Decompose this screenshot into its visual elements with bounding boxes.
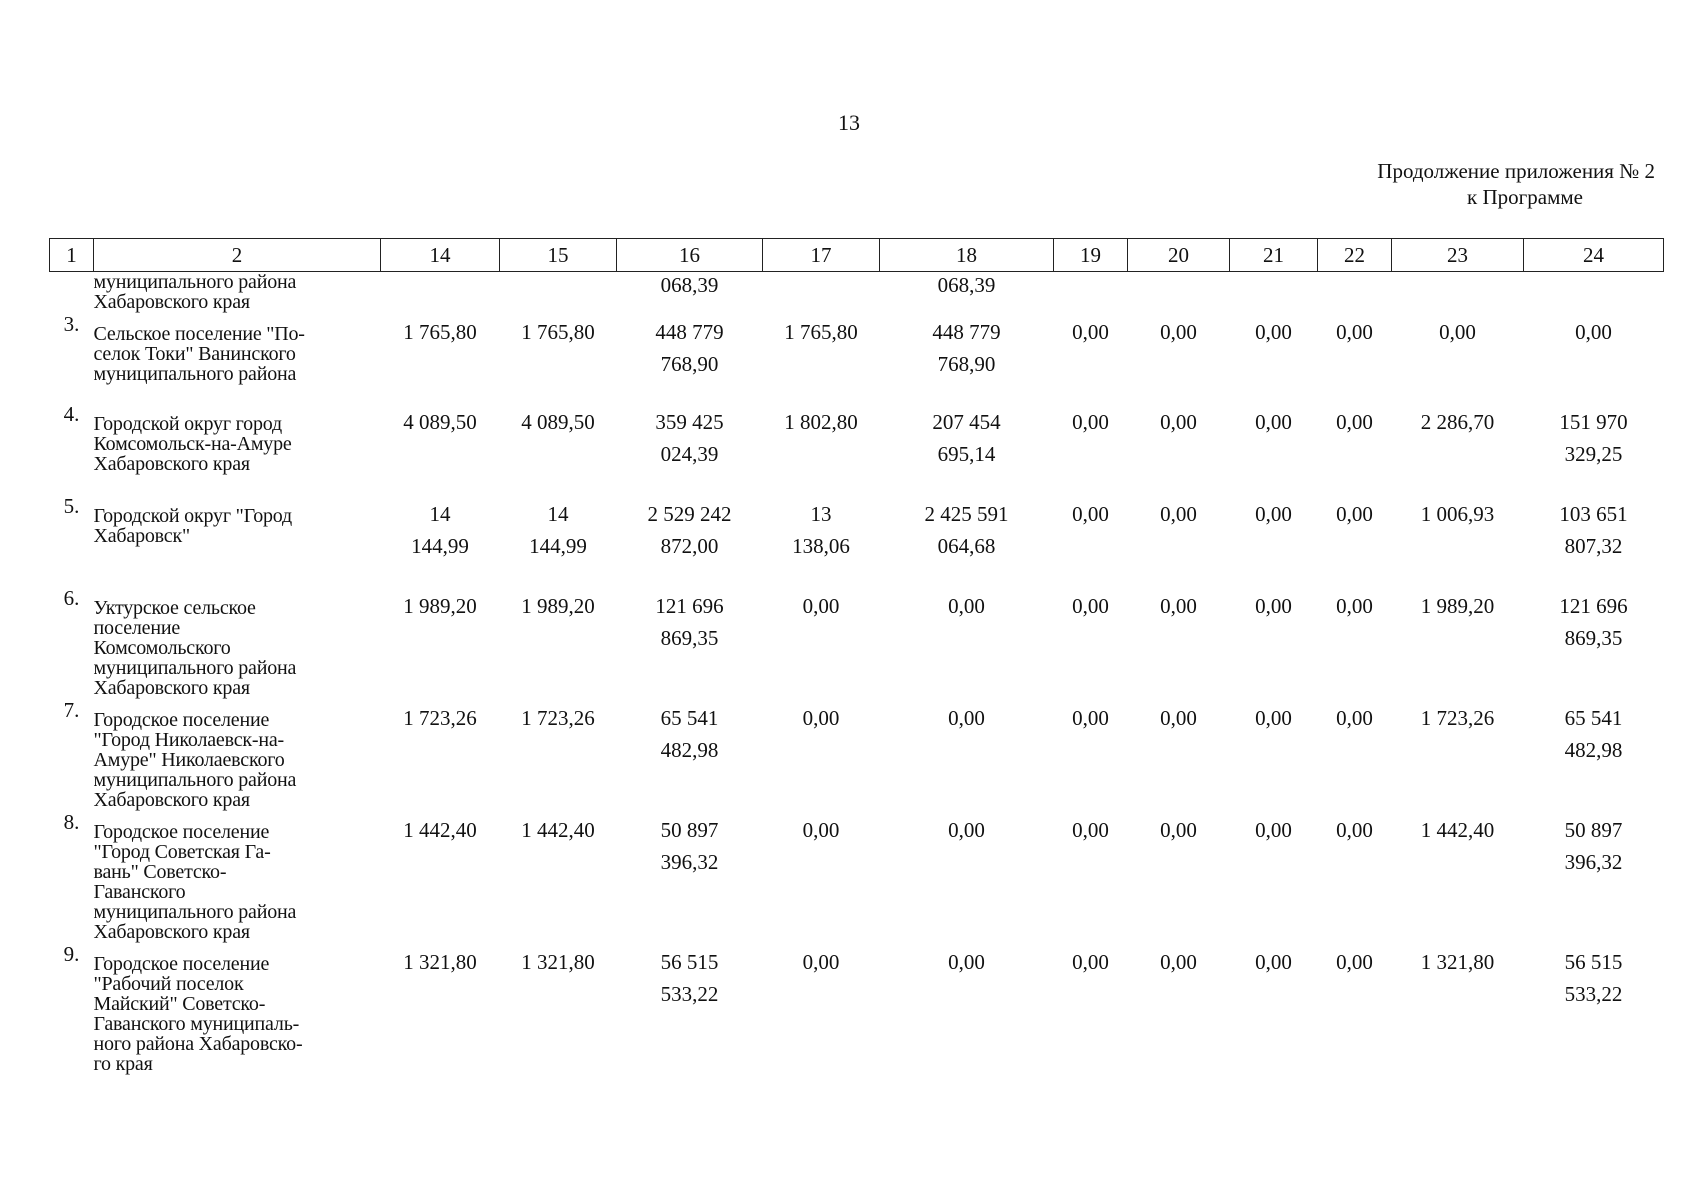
row-number — [50, 272, 94, 313]
name-line: Уктурское сельское — [93, 597, 256, 619]
municipality-name — [94, 810, 381, 942]
value-cell — [1054, 494, 1128, 586]
name-line: Хабаровск" — [93, 525, 190, 547]
value-cell — [1054, 810, 1128, 942]
value-line: 2 286,70 — [1420, 410, 1495, 434]
value-line: 121 696 — [1559, 594, 1628, 618]
value-line: 2 425 591 — [924, 502, 1009, 526]
value-line: 0,00 — [1336, 706, 1373, 730]
header-cell: 23 — [1392, 239, 1524, 272]
value-cell — [381, 810, 500, 942]
value-cell — [1318, 698, 1392, 810]
value-line: 103 651 — [1559, 502, 1628, 526]
value-line: 0,00 — [1072, 706, 1109, 730]
value-cell — [1524, 494, 1664, 586]
value-cell — [880, 312, 1054, 402]
name-line: Городское поселение — [93, 953, 270, 975]
municipality-name — [94, 586, 381, 698]
value-line: 0,00 — [1072, 594, 1109, 618]
value-cell — [1054, 272, 1128, 313]
value-cell — [617, 272, 763, 313]
value-line: 482,98 — [1564, 738, 1623, 762]
value-line: 0,00 — [802, 950, 840, 974]
value-cell — [500, 698, 617, 810]
name-line: "Рабочий поселок — [93, 973, 244, 995]
value-line: 0,00 — [802, 594, 840, 618]
value-cell — [500, 312, 617, 402]
value-line: 0,00 — [1255, 818, 1292, 842]
value-line: 0,00 — [1575, 320, 1612, 344]
value-line: 1 765,80 — [403, 320, 477, 344]
value-cell — [1128, 942, 1230, 1074]
value-cell — [1128, 272, 1230, 313]
value-line: 0,00 — [1160, 950, 1197, 974]
value-line: 0,00 — [1336, 410, 1373, 434]
value-cell — [880, 810, 1054, 942]
appendix-caption — [1377, 158, 1655, 210]
value-line: 0,00 — [948, 594, 985, 618]
table-header-row — [50, 239, 1664, 272]
value-line: 14 — [429, 502, 451, 526]
value-line: 0,00 — [1160, 320, 1197, 344]
value-cell — [1230, 698, 1318, 810]
value-line: 0,00 — [1160, 594, 1197, 618]
value-line: 13 — [810, 502, 832, 526]
value-cell — [1524, 312, 1664, 402]
value-line: 064,68 — [937, 534, 996, 558]
value-cell — [1392, 312, 1524, 402]
value-cell — [1392, 494, 1524, 586]
municipality-name — [94, 494, 381, 586]
value-cell — [500, 810, 617, 942]
page-number: 13 — [838, 110, 860, 135]
name-line: Городской округ "Город — [93, 505, 293, 527]
value-line: 0,00 — [1255, 594, 1292, 618]
name-line: муниципального района — [93, 901, 297, 923]
value-cell — [763, 810, 880, 942]
value-line: 1 321,80 — [1420, 950, 1495, 974]
name-line: муниципального района — [93, 657, 297, 679]
name-line: Городской округ город — [93, 413, 282, 435]
row-number: 8. — [63, 810, 80, 834]
value-line: 1 723,26 — [521, 706, 595, 730]
value-line: 0,00 — [1072, 950, 1109, 974]
value-line: 695,14 — [937, 442, 996, 466]
table-row — [50, 402, 1664, 494]
value-cell — [381, 494, 500, 586]
value-cell — [1128, 810, 1230, 942]
header-cell: 15 — [500, 239, 617, 272]
value-cell — [381, 272, 500, 313]
name-line: муниципального района — [93, 271, 297, 293]
value-cell — [1128, 402, 1230, 494]
table-row — [50, 494, 1664, 586]
value-cell — [1318, 312, 1392, 402]
value-cell — [1524, 810, 1664, 942]
value-line: 0,00 — [1439, 320, 1476, 344]
appendix-line-1: Продолжение приложения № 2 — [1377, 159, 1655, 183]
table-row — [50, 810, 1664, 942]
value-cell — [1054, 586, 1128, 698]
value-cell — [1524, 402, 1664, 494]
name-line: ного района Хабаровско- — [93, 1033, 303, 1055]
value-line: 56 515 — [660, 950, 719, 974]
value-cell — [1128, 586, 1230, 698]
value-line: 1 442,40 — [521, 818, 595, 842]
value-cell — [763, 312, 880, 402]
value-cell — [1392, 402, 1524, 494]
value-cell — [1128, 312, 1230, 402]
municipality-name — [94, 402, 381, 494]
value-line: 144,99 — [529, 534, 587, 558]
table-row — [50, 698, 1664, 810]
value-cell — [617, 698, 763, 810]
budget-table — [49, 238, 1664, 1074]
value-cell — [1128, 494, 1230, 586]
table-row — [50, 942, 1664, 1074]
value-cell — [1318, 586, 1392, 698]
value-line: 144,99 — [411, 534, 469, 558]
value-line: 1 765,80 — [784, 320, 858, 344]
header-cell: 17 — [763, 239, 880, 272]
name-line: Сельское поселение "По- — [93, 323, 305, 345]
value-line: 4 089,50 — [403, 410, 477, 434]
value-line: 4 089,50 — [521, 410, 595, 434]
value-cell — [1230, 586, 1318, 698]
value-line: 768,90 — [660, 352, 719, 376]
name-line: Комсомольского — [93, 637, 231, 659]
value-line: 1 989,20 — [1420, 594, 1495, 618]
table-row-continuation — [50, 272, 1664, 313]
header-cell: 16 — [617, 239, 763, 272]
value-line: 068,39 — [660, 273, 719, 297]
header-cell: 1 — [50, 239, 94, 272]
value-line: 151 970 — [1559, 410, 1628, 434]
value-cell — [763, 942, 880, 1074]
value-cell — [1054, 402, 1128, 494]
value-line: 024,39 — [660, 442, 719, 466]
value-cell — [1392, 586, 1524, 698]
value-cell — [880, 698, 1054, 810]
value-cell — [1230, 272, 1318, 313]
name-line: Хабаровского края — [93, 291, 250, 313]
header-cell: 24 — [1524, 239, 1664, 272]
value-line: 0,00 — [1336, 818, 1373, 842]
value-line: 482,98 — [660, 738, 719, 762]
name-line: вань" Советско- — [93, 861, 227, 883]
municipality-name — [94, 272, 381, 313]
value-line: 0,00 — [1336, 320, 1373, 344]
value-cell — [1230, 312, 1318, 402]
value-cell — [617, 942, 763, 1074]
value-line: 068,39 — [937, 273, 996, 297]
name-line: Гаванского — [93, 881, 186, 903]
value-cell — [1524, 698, 1664, 810]
row-number: 5. — [63, 494, 80, 518]
name-line: Городское поселение — [93, 821, 270, 843]
value-cell — [1318, 942, 1392, 1074]
value-cell — [880, 942, 1054, 1074]
value-line: 0,00 — [802, 706, 840, 730]
value-line: 0,00 — [948, 950, 985, 974]
value-cell — [1230, 810, 1318, 942]
value-line: 329,25 — [1564, 442, 1623, 466]
header-cell: 2 — [94, 239, 381, 272]
value-cell — [1318, 494, 1392, 586]
value-cell — [1318, 402, 1392, 494]
value-cell — [880, 494, 1054, 586]
header-cell: 19 — [1054, 239, 1128, 272]
value-line: 0,00 — [948, 818, 985, 842]
value-cell — [381, 698, 500, 810]
value-cell — [1392, 272, 1524, 313]
value-line: 0,00 — [1336, 502, 1373, 526]
name-line: Хабаровского края — [93, 677, 250, 699]
name-line: "Город Советская Га- — [93, 841, 271, 863]
value-line: 1 723,26 — [403, 706, 477, 730]
value-cell — [763, 586, 880, 698]
value-line: 1 989,20 — [403, 594, 477, 618]
value-line: 0,00 — [1160, 502, 1197, 526]
value-line: 65 541 — [1564, 706, 1623, 730]
name-line: селок Токи" Ванинского — [93, 343, 296, 365]
value-line: 1 321,80 — [521, 950, 595, 974]
municipality-name — [94, 698, 381, 810]
value-line: 448 779 — [932, 320, 1001, 344]
value-cell — [500, 494, 617, 586]
value-cell — [381, 402, 500, 494]
name-line: Хабаровского края — [93, 453, 250, 475]
value-cell — [763, 494, 880, 586]
header-cell: 18 — [880, 239, 1054, 272]
value-line: 1 442,40 — [403, 818, 477, 842]
value-line: 0,00 — [1336, 950, 1373, 974]
value-line: 14 — [547, 502, 569, 526]
value-cell — [1524, 942, 1664, 1074]
value-line: 0,00 — [1072, 502, 1109, 526]
value-cell — [1230, 402, 1318, 494]
value-cell — [617, 312, 763, 402]
value-line: 50 897 — [660, 818, 719, 842]
value-line: 1 989,20 — [521, 594, 595, 618]
value-line: 0,00 — [1160, 818, 1197, 842]
value-line: 807,32 — [1564, 534, 1623, 558]
value-line: 1 442,40 — [1420, 818, 1495, 842]
name-line: Комсомольск-на-Амуре — [93, 433, 292, 455]
value-cell — [1318, 272, 1392, 313]
table-row — [50, 312, 1664, 402]
value-line: 0,00 — [1255, 502, 1292, 526]
value-cell — [1230, 494, 1318, 586]
value-cell — [880, 272, 1054, 313]
value-line: 2 529 242 — [647, 502, 732, 526]
value-line: 121 696 — [655, 594, 724, 618]
value-line: 207 454 — [932, 410, 1001, 434]
value-line: 1 802,80 — [784, 410, 858, 434]
value-line: 533,22 — [1564, 982, 1623, 1006]
name-line: поселение — [93, 617, 181, 639]
value-cell — [1318, 810, 1392, 942]
value-cell — [381, 586, 500, 698]
value-line: 359 425 — [655, 410, 724, 434]
name-line: Городское поселение — [93, 709, 270, 731]
value-cell — [1524, 586, 1664, 698]
value-cell — [1054, 312, 1128, 402]
name-line: Амуре" Николаевского — [93, 749, 285, 771]
value-line: 65 541 — [660, 706, 719, 730]
value-line: 0,00 — [1255, 320, 1292, 344]
value-line: 0,00 — [1072, 320, 1109, 344]
value-line: 1 006,93 — [1420, 502, 1495, 526]
name-line: Майский" Советско- — [93, 993, 266, 1015]
value-line: 0,00 — [802, 818, 840, 842]
value-cell — [1392, 810, 1524, 942]
appendix-line-2: к Программе — [1467, 185, 1583, 209]
row-number: 7. — [63, 698, 80, 722]
value-cell — [500, 942, 617, 1074]
name-line: муниципального района — [93, 363, 297, 385]
value-line: 869,35 — [660, 626, 719, 650]
value-line: 0,00 — [1160, 706, 1197, 730]
value-cell — [1054, 942, 1128, 1074]
value-line: 50 897 — [1564, 818, 1623, 842]
value-line: 138,06 — [792, 534, 850, 558]
value-cell — [1230, 942, 1318, 1074]
row-number: 6. — [63, 586, 80, 610]
value-cell — [763, 698, 880, 810]
row-number: 9. — [63, 942, 80, 966]
value-cell — [1054, 698, 1128, 810]
value-line: 0,00 — [1255, 950, 1292, 974]
value-line: 0,00 — [1255, 706, 1292, 730]
value-line: 0,00 — [1072, 818, 1109, 842]
value-cell — [880, 586, 1054, 698]
value-cell — [500, 272, 617, 313]
name-line: го края — [93, 1053, 153, 1075]
value-line: 869,35 — [1564, 626, 1623, 650]
name-line: Хабаровского края — [93, 789, 250, 811]
name-line: Гаванского муниципаль- — [93, 1013, 300, 1035]
municipality-name — [94, 312, 381, 402]
value-line: 56 515 — [1564, 950, 1623, 974]
value-cell — [763, 272, 880, 313]
value-line: 0,00 — [1336, 594, 1373, 618]
value-cell — [1392, 942, 1524, 1074]
value-cell — [1128, 698, 1230, 810]
name-line: муниципального района — [93, 769, 297, 791]
value-line: 0,00 — [1255, 410, 1292, 434]
value-line: 1 723,26 — [1420, 706, 1495, 730]
row-number: 3. — [63, 312, 80, 336]
value-line: 0,00 — [948, 706, 985, 730]
value-cell — [1392, 698, 1524, 810]
municipality-name — [94, 942, 381, 1074]
value-cell — [763, 402, 880, 494]
table-row — [50, 586, 1664, 698]
value-cell — [880, 402, 1054, 494]
value-cell — [1524, 272, 1664, 313]
name-line: Хабаровского края — [93, 921, 250, 943]
value-cell — [617, 810, 763, 942]
value-line: 768,90 — [937, 352, 996, 376]
value-line: 448 779 — [655, 320, 724, 344]
value-cell — [500, 586, 617, 698]
value-line: 396,32 — [1564, 850, 1623, 874]
header-cell: 21 — [1230, 239, 1318, 272]
header-cell: 22 — [1318, 239, 1392, 272]
value-cell — [381, 312, 500, 402]
value-cell — [617, 494, 763, 586]
value-line: 1 765,80 — [521, 320, 595, 344]
value-line: 533,22 — [660, 982, 719, 1006]
value-line: 1 321,80 — [403, 950, 477, 974]
value-cell — [381, 942, 500, 1074]
name-line: "Город Николаевск-на- — [93, 729, 285, 751]
header-cell: 20 — [1128, 239, 1230, 272]
header-cell: 14 — [381, 239, 500, 272]
value-line: 0,00 — [1160, 410, 1197, 434]
row-number: 4. — [63, 402, 80, 426]
value-line: 396,32 — [660, 850, 719, 874]
value-cell — [617, 402, 763, 494]
value-line: 872,00 — [660, 534, 719, 558]
value-cell — [500, 402, 617, 494]
value-line: 0,00 — [1072, 410, 1109, 434]
value-cell — [617, 586, 763, 698]
